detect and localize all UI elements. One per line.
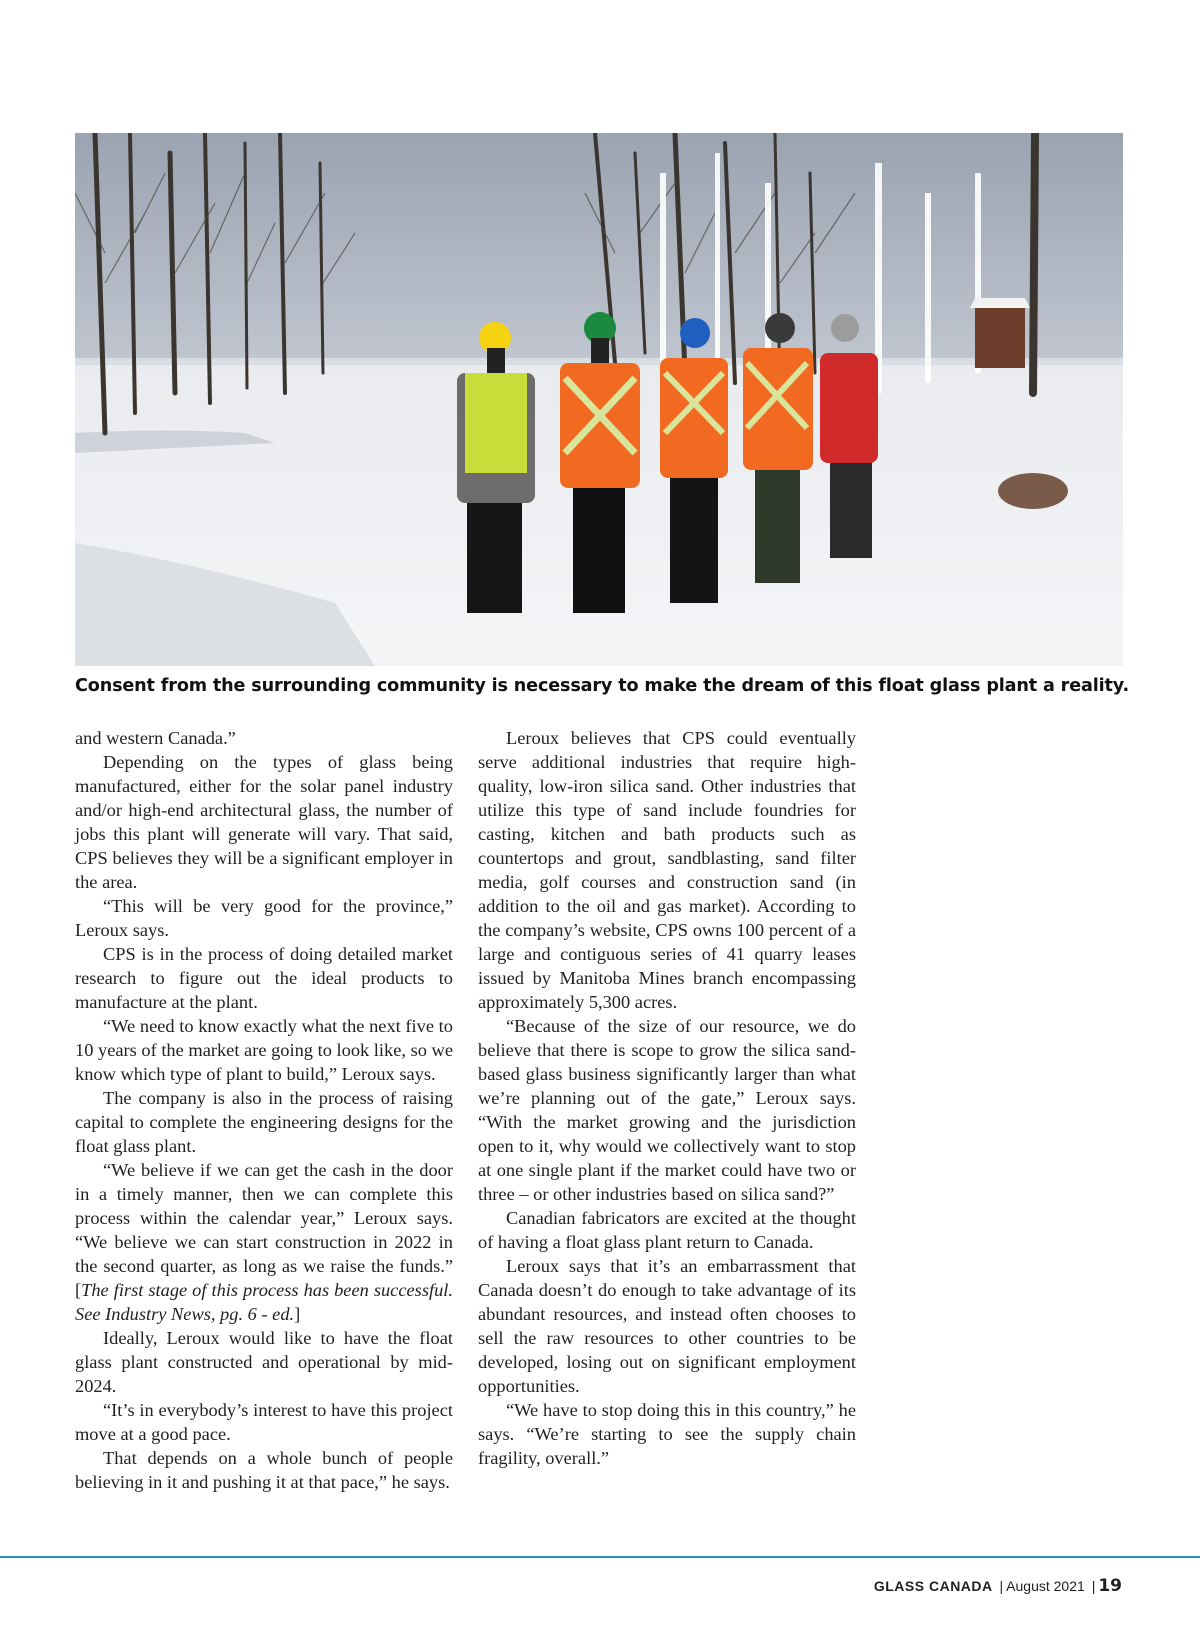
paragraph: “We have to stop doing this in this country,” he says. “We’re starting to see the supply chain fragility, overall.” <box>478 1400 856 1468</box>
paragraph: “We need to know exactly what the next five to 10 years of the market are going to look like, so we know which type of plant to build,” Leroux says. <box>75 1016 453 1084</box>
paragraph: The company is also in the process of raising capital to complete the engineering designs for the float glass plant. <box>75 1088 453 1156</box>
article-column-left <box>75 726 453 1494</box>
paragraph: CPS is in the process of doing detailed market research to figure out the ideal products to manufacture at the plant. <box>75 944 453 1012</box>
paragraph <box>75 1158 453 1326</box>
paragraph: Leroux believes that CPS could eventually serve additional industries that require high-quality, low-iron silica sand. Other industries that utilize this type of sand include foundries for casting, kitchen and bath products such as countertops and grout, sandblasting, sand filter media, golf courses and construction sand (in addition to the oil and gas market). According to the company’s website, CPS owns 100 percent of a large and contiguous series of 41 quarry leases issued by Manitoba Mines branch encompassing approximately 5,300 acres. <box>478 728 856 1012</box>
photo-caption: Consent from the surrounding community is necessary to make the dream of this float glass plant a reality. <box>75 676 1129 696</box>
footer-rule <box>0 1556 1200 1558</box>
editor-note: The first stage of this process has been successful. See Industry News, pg. 6 - ed. <box>75 1280 453 1324</box>
paragraph: Leroux says that it’s an embarrassment that Canada doesn’t do enough to take advantage of its abundant resources, and instead often chooses to sell the raw resources to other countries to be developed, losing out on significant employment opportunities. <box>478 1256 856 1396</box>
footer-separator: | <box>999 1578 1004 1594</box>
footer-separator: | <box>1091 1578 1096 1594</box>
paragraph: Canadian fabricators are excited at the thought of having a float glass plant return to Canada. <box>478 1208 856 1252</box>
page-footer <box>874 1576 1122 1596</box>
paragraph: That depends on a whole bunch of people believing in it and pushing it at that pace,” he says. <box>75 1448 453 1492</box>
page-number: 19 <box>1098 1576 1122 1596</box>
paragraph: “This will be very good for the province,” Leroux says. <box>75 896 453 940</box>
magazine-name: GLASS CANADA <box>873 1578 993 1594</box>
article-photo <box>75 133 1123 666</box>
issue-date: August 2021 <box>1006 1578 1085 1594</box>
paragraph: “Because of the size of our resource, we do believe that there is scope to grow the silica sand-based glass business significantly larger than what we’re planning out of the gate,” Leroux says. “With the market growing and the jurisdiction open to it, why would we collectively want to stop at one single plant if the market could have two or three – or other industries based on silica sand?” <box>478 1016 856 1204</box>
paragraph-text: “We believe if we can get the cash in the door in a timely manner, then we can complete this process within the calendar year,” Leroux says. “We believe we can start construction in 2022 in the second quarter, as long as we raise the funds.” [ <box>75 1160 453 1300</box>
snowy-lakeshore-workers-image <box>75 133 1123 666</box>
paragraph: Depending on the types of glass being manufactured, either for the solar panel industry and/or high-end architectural glass, the number of jobs this plant will generate will vary. That said, CPS believes they will be a significant employer in the area. <box>75 752 453 892</box>
paragraph-text: ] <box>294 1304 301 1324</box>
paragraph: and western Canada.” <box>75 728 236 748</box>
article-column-right <box>478 726 856 1470</box>
paragraph: “It’s in everybody’s interest to have this project move at a good pace. <box>75 1400 453 1444</box>
paragraph: Ideally, Leroux would like to have the float glass plant constructed and operational by mid-2024. <box>75 1328 453 1396</box>
